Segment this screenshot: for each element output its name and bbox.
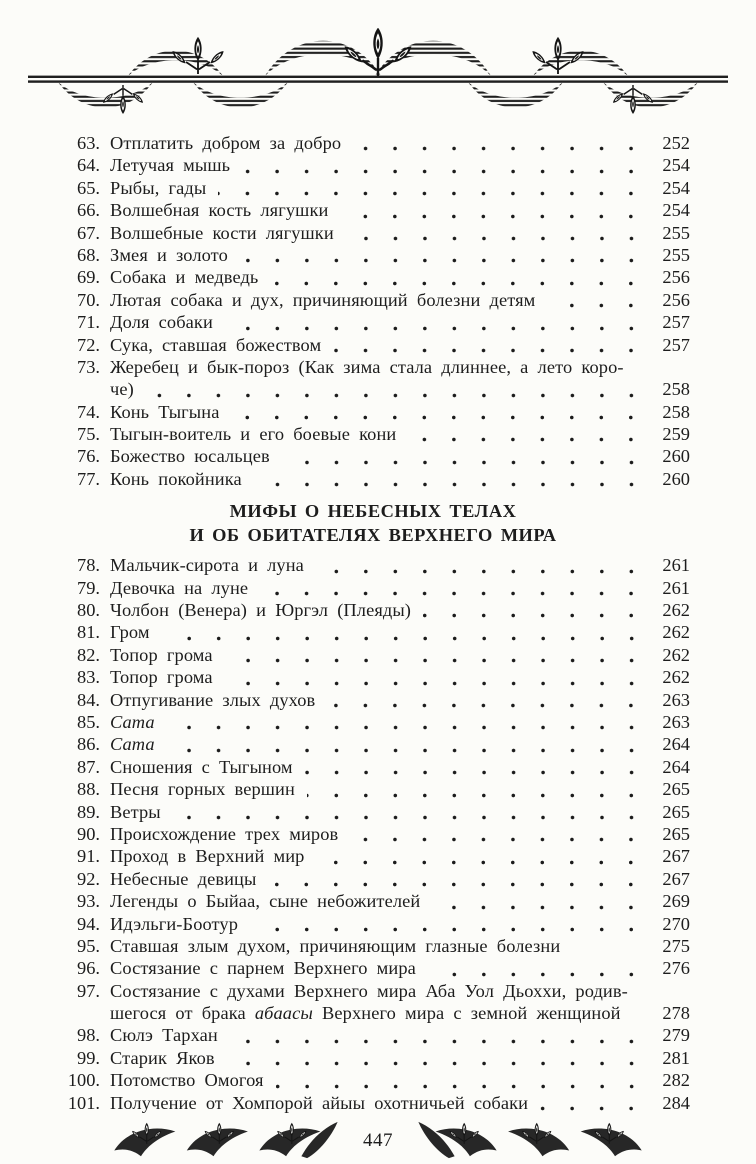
dot-leader — [268, 882, 646, 887]
entry-title — [100, 667, 213, 688]
toc-row — [56, 223, 690, 245]
toc-row — [56, 958, 690, 980]
italic-term: абаасы — [254, 1003, 313, 1024]
entry-page-number: 276 — [662, 958, 690, 979]
entry-page-number: 254 — [662, 155, 690, 176]
dot-leader — [340, 214, 646, 219]
title-text: Топор грома — [110, 644, 213, 665]
entry-page-number: 265 — [662, 823, 690, 844]
title-text: Отплатить добром за добро — [110, 133, 342, 153]
dot-leader — [270, 281, 646, 286]
page-number: 447 — [363, 1130, 393, 1152]
entry-title — [100, 779, 295, 800]
toc-row — [56, 757, 690, 779]
entry-page-number: 263 — [662, 711, 690, 732]
dot-leader — [146, 393, 646, 398]
dot-leader — [423, 613, 646, 618]
toc-row — [56, 690, 690, 712]
title-text: Потомство Омогоя — [110, 1070, 264, 1091]
title-text: Гром — [110, 622, 150, 643]
entry-page-number: 267 — [662, 868, 690, 889]
entry-page-number: 258 — [662, 379, 690, 400]
entry-number: 73. — [77, 356, 100, 377]
entry-title — [100, 133, 341, 154]
entry-page-number: 255 — [662, 222, 690, 243]
entry-number: 69. — [77, 267, 100, 288]
toc-row — [56, 981, 690, 1003]
header-ornament — [28, 28, 728, 120]
toc-row — [56, 133, 690, 155]
dot-leader — [250, 927, 646, 932]
entry-title — [100, 690, 315, 711]
entry-number: 96. — [77, 958, 100, 979]
entry-number: 95. — [77, 935, 100, 956]
entry-title — [100, 335, 321, 356]
toc-row — [56, 891, 690, 913]
section-heading-line: МИФЫ О НЕБЕСНЫХ ТЕЛАХ — [229, 501, 517, 522]
entry-number: 81. — [77, 622, 100, 643]
title-text: Получение от Хомпорой айыы охотничьей собаки — [110, 1092, 529, 1113]
dot-leader — [254, 482, 646, 487]
dot-leader — [218, 191, 646, 196]
title-text: Конь Тыгына — [110, 401, 220, 422]
entry-number: 100. — [67, 1070, 100, 1091]
toc-row — [56, 712, 690, 734]
title-text: че) — [110, 379, 134, 400]
entry-title — [100, 622, 150, 643]
toc-row — [56, 245, 690, 267]
footer-left-ornament-icon — [111, 1120, 339, 1162]
entry-page-number: 262 — [662, 622, 690, 643]
toc-row — [56, 1025, 690, 1047]
toc-row — [56, 779, 690, 801]
toc-row — [56, 335, 690, 357]
toc-row — [56, 267, 690, 289]
entry-title — [100, 446, 270, 467]
dot-leader — [316, 569, 646, 574]
toc-row — [56, 379, 690, 401]
entry-title — [100, 712, 155, 733]
entry-page-number: 264 — [662, 734, 690, 755]
title-text: Происхождение трех миров — [110, 823, 339, 844]
dot-leader — [167, 748, 646, 753]
title-text: Сюлэ Тархан — [110, 1025, 218, 1046]
entry-title — [100, 578, 248, 599]
entry-title — [100, 178, 206, 199]
dot-leader — [242, 169, 646, 174]
title-text: Ставшая злым духом, причиняющим глазные болезни — [110, 935, 561, 956]
title-text: Чолбон (Венера) и Юргэл (Плеяды) — [110, 600, 412, 621]
title-text: Ветры — [110, 801, 161, 822]
toc-row — [56, 469, 690, 491]
toc-row — [56, 424, 690, 446]
entry-title — [100, 155, 230, 176]
entry-page-number: 279 — [662, 1025, 690, 1046]
dot-leader — [540, 1106, 646, 1111]
entry-title — [100, 555, 304, 576]
entry-number: 68. — [77, 244, 100, 265]
entry-number: 94. — [77, 913, 100, 934]
toc-row — [56, 446, 690, 468]
entry-page-number: 267 — [662, 846, 690, 867]
toc-row — [56, 600, 690, 622]
entry-title — [100, 469, 242, 490]
entry-page-number: 257 — [662, 312, 690, 333]
title-text: Тыгын-воитель и его боевые кони — [110, 424, 397, 445]
dot-leader — [350, 837, 646, 842]
entry-title — [100, 802, 161, 823]
entry-title — [100, 312, 213, 333]
entry-title — [100, 1070, 264, 1091]
entry-title — [100, 824, 338, 845]
entry-number: 70. — [77, 289, 100, 310]
entry-title — [100, 223, 334, 244]
footer-right-ornament-icon — [417, 1120, 645, 1162]
entry-number: 63. — [77, 133, 100, 153]
entry-title — [100, 936, 560, 957]
entry-title — [100, 645, 213, 666]
entry-title — [100, 1003, 621, 1024]
entry-page-number: 257 — [662, 334, 690, 355]
title-text: Волшебные кости лягушки — [110, 222, 334, 243]
dot-leader — [305, 770, 646, 775]
title-text: Змея и золото — [110, 244, 228, 265]
entry-page-number: 269 — [662, 891, 690, 912]
entry-page-number: 259 — [662, 424, 690, 445]
title-text: Отпугивание злых духов — [110, 689, 316, 710]
dot-leader — [307, 793, 646, 798]
title-text: Рыбы, гады — [110, 177, 207, 198]
toc-row — [56, 1093, 690, 1115]
italic-term: Сата — [110, 734, 155, 755]
entry-number: 84. — [77, 689, 100, 710]
entry-title — [100, 869, 256, 890]
entry-number: 101. — [67, 1092, 100, 1113]
entry-number: 98. — [77, 1025, 100, 1046]
table-of-contents — [0, 120, 756, 1115]
dot-leader — [225, 658, 646, 663]
dot-leader — [227, 1061, 646, 1066]
title-text: Идэльги-Боотур — [110, 913, 239, 934]
entry-number: 64. — [77, 155, 100, 176]
entry-title — [100, 245, 228, 266]
dot-leader — [547, 303, 646, 308]
entry-title — [100, 290, 535, 311]
toc-row — [56, 824, 690, 846]
dot-leader — [230, 1039, 646, 1044]
entry-number: 88. — [77, 779, 100, 800]
entry-number: 80. — [77, 600, 100, 621]
entry-number: 90. — [77, 823, 100, 844]
toc-row — [56, 312, 690, 334]
entry-number: 99. — [77, 1047, 100, 1068]
entry-number: 91. — [77, 846, 100, 867]
entry-number: 89. — [77, 801, 100, 822]
section-heading-line: И ОБ ОБИТАТЕЛЯХ ВЕРХНЕГО МИРА — [189, 524, 557, 545]
title-text: Небесные девицы — [110, 868, 257, 889]
title-text: Топор грома — [110, 667, 213, 688]
leader-spacer — [572, 949, 646, 954]
title-text: Мальчик-сирота и луна — [110, 555, 304, 576]
entry-page-number: 260 — [662, 446, 690, 467]
title-text: Песня горных вершин — [110, 779, 295, 800]
dot-leader — [316, 860, 646, 865]
entry-page-number: 264 — [662, 756, 690, 777]
title-text: Старик Яков — [110, 1047, 215, 1068]
entry-page-number: 275 — [662, 935, 690, 956]
entry-title — [100, 958, 416, 979]
entry-page-number: 281 — [662, 1047, 690, 1068]
entry-number: 72. — [77, 334, 100, 355]
toc-row — [56, 1003, 690, 1025]
entry-number: 77. — [77, 468, 100, 489]
entry-number: 86. — [77, 734, 100, 755]
title-text: Лютая собака и дух, причиняющий болезни детям — [110, 289, 536, 310]
dot-leader — [225, 681, 646, 686]
title-text: Доля собаки — [110, 312, 213, 333]
entry-number: 82. — [77, 644, 100, 665]
toc-row — [56, 357, 690, 379]
dot-leader — [162, 636, 646, 641]
entry-page-number: 254 — [662, 177, 690, 198]
entry-title — [100, 424, 396, 445]
title-text: Конь покойника — [110, 468, 242, 489]
leader-spacer — [636, 370, 646, 375]
entry-page-number: 270 — [662, 913, 690, 934]
italic-term: Сата — [110, 711, 155, 732]
entry-page-number: 255 — [662, 244, 690, 265]
title-text: Сношения с Тыгыном — [110, 756, 293, 777]
entry-title — [100, 757, 293, 778]
entry-number: 93. — [77, 891, 100, 912]
entry-number: 85. — [77, 711, 100, 732]
entry-number: 74. — [77, 401, 100, 422]
title-text: Волшебная кость лягушки — [110, 200, 329, 221]
title-text: шегося от брака — [110, 1003, 255, 1024]
toc-row — [56, 578, 690, 600]
entry-number: 97. — [77, 980, 100, 1001]
entry-number: 92. — [77, 868, 100, 889]
toc-row — [56, 155, 690, 177]
entry-page-number: 265 — [662, 801, 690, 822]
entry-page-number: 256 — [662, 267, 690, 288]
title-text: Состязание с парнем Верхнего мира — [110, 958, 416, 979]
dot-leader — [327, 703, 646, 708]
dot-leader — [231, 415, 646, 420]
dot-leader — [240, 258, 646, 263]
entry-title — [100, 402, 219, 423]
entry-page-number: 258 — [662, 401, 690, 422]
entry-title — [100, 981, 628, 1002]
page-footer — [0, 1120, 756, 1162]
toc-row — [56, 555, 690, 577]
entry-page-number: 252 — [662, 133, 690, 153]
dot-leader — [260, 591, 646, 596]
entry-page-number: 260 — [662, 468, 690, 489]
entry-title — [100, 600, 411, 621]
dot-leader — [276, 1084, 646, 1089]
entry-number: 75. — [77, 424, 100, 445]
entry-page-number: 282 — [662, 1070, 690, 1091]
entry-number: 83. — [77, 667, 100, 688]
title-text: Сука, ставшая божеством — [110, 334, 322, 355]
toc-row — [56, 402, 690, 424]
title-text: Верхнего мира с земной женщиной — [312, 1003, 621, 1024]
toc-row — [56, 290, 690, 312]
title-text: Состязание с духами Верхнего мира Аба Уол Дьоххи, родив- — [110, 980, 628, 1001]
title-text: Собака и медведь — [110, 267, 259, 288]
entry-page-number: 278 — [662, 1003, 690, 1024]
dot-leader — [173, 815, 646, 820]
entry-number: 79. — [77, 577, 100, 598]
entry-title — [100, 914, 238, 935]
entry-page-number: 262 — [662, 644, 690, 665]
entry-page-number: 262 — [662, 667, 690, 688]
entry-title — [100, 267, 258, 288]
toc-row — [56, 846, 690, 868]
entry-title — [100, 200, 328, 221]
dot-leader — [282, 460, 646, 465]
entry-page-number: 262 — [662, 600, 690, 621]
dot-leader — [408, 437, 646, 442]
title-text: Легенды о Быйаа, сыне небожителей — [110, 891, 421, 912]
entry-title — [100, 1048, 215, 1069]
toc-row — [56, 734, 690, 756]
dot-leader — [432, 905, 646, 910]
entry-page-number: 261 — [662, 555, 690, 576]
dot-leader — [428, 972, 646, 977]
leader-spacer — [640, 994, 646, 999]
dot-leader — [167, 725, 646, 730]
toc-row — [56, 936, 690, 958]
toc-row — [56, 802, 690, 824]
entry-title — [100, 734, 155, 755]
title-text: Девочка на луне — [110, 577, 249, 598]
entry-page-number: 265 — [662, 779, 690, 800]
entry-title — [100, 1093, 528, 1114]
entry-title — [100, 846, 304, 867]
dot-leader — [346, 236, 646, 241]
dot-leader — [333, 348, 646, 353]
toc-row — [56, 869, 690, 891]
toc-row — [56, 914, 690, 936]
toc-row — [56, 645, 690, 667]
toc-row — [56, 178, 690, 200]
entry-page-number: 254 — [662, 200, 690, 221]
entry-number: 67. — [77, 222, 100, 243]
entry-number: 76. — [77, 446, 100, 467]
entry-number: 66. — [77, 200, 100, 221]
entry-number: 78. — [77, 555, 100, 576]
entry-number: 87. — [77, 756, 100, 777]
entry-page-number: 256 — [662, 289, 690, 310]
entry-number: 71. — [77, 312, 100, 333]
toc-row — [56, 1048, 690, 1070]
entry-page-number: 263 — [662, 689, 690, 710]
title-text: Божество юсальцев — [110, 446, 270, 467]
entry-title — [100, 357, 624, 378]
title-text: Жеребец и бык-пороз (Как зима стала длиннее, а лето коро- — [110, 356, 624, 377]
entry-page-number: 261 — [662, 577, 690, 598]
entry-number: 65. — [77, 177, 100, 198]
toc-row — [56, 622, 690, 644]
dot-leader — [353, 146, 646, 151]
toc-row — [56, 1070, 690, 1092]
entry-title — [100, 379, 134, 400]
title-text: Проход в Верхний мир — [110, 846, 305, 867]
dot-leader — [225, 326, 646, 331]
entry-page-number: 284 — [662, 1092, 690, 1113]
entry-title — [100, 1025, 218, 1046]
entry-title — [100, 891, 420, 912]
toc-row — [56, 667, 690, 689]
section-heading — [56, 500, 690, 547]
title-text: Летучая мышь — [110, 155, 231, 176]
leader-spacer — [633, 1016, 646, 1021]
toc-row — [56, 200, 690, 222]
